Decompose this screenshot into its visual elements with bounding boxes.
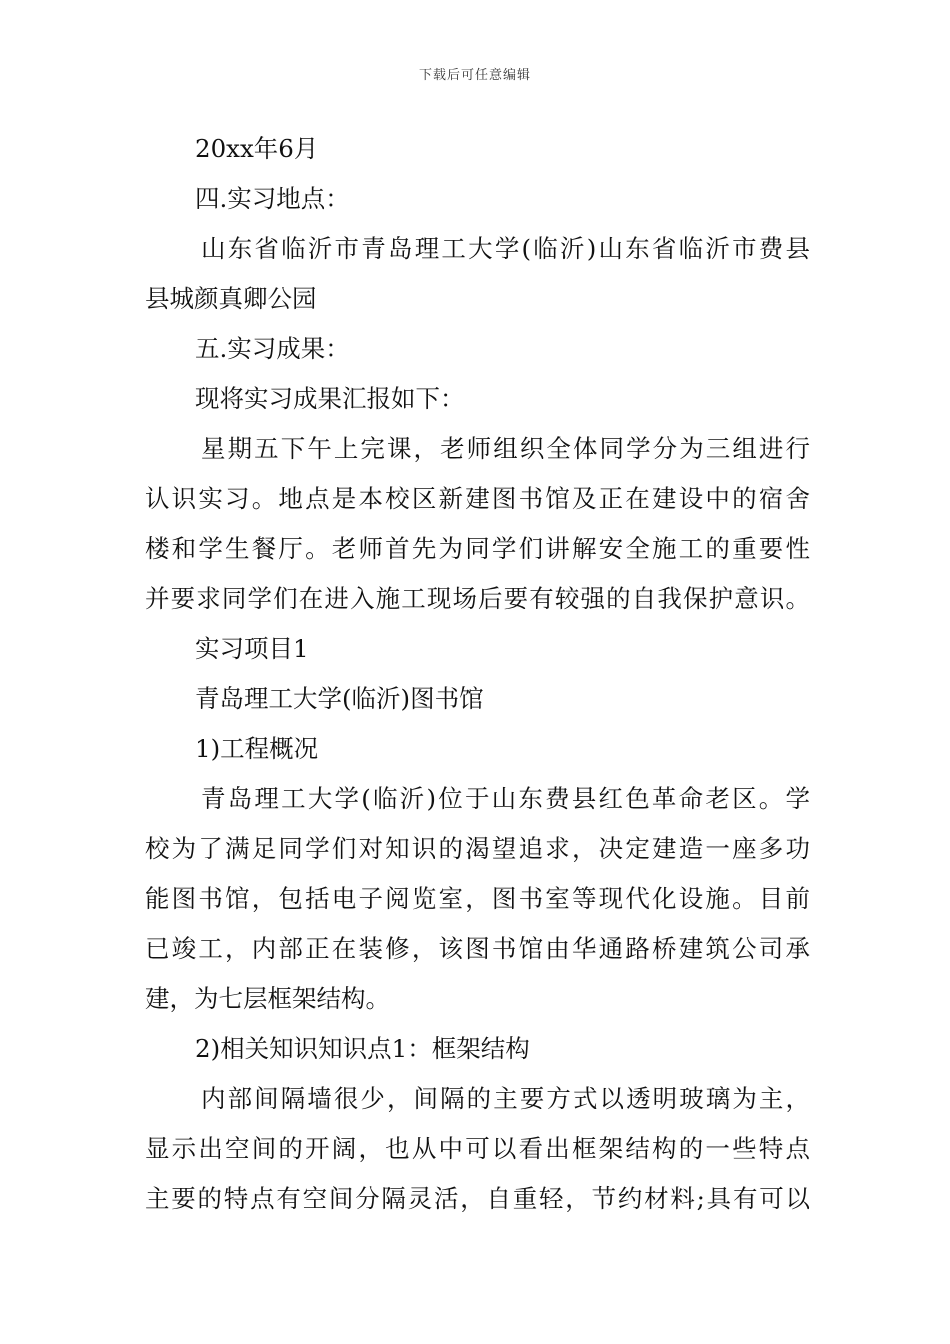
project-heading: 实习项目1: [195, 634, 309, 663]
document-body: [145, 124, 810, 1224]
paragraph-line: 建，为七层框架结构。: [145, 984, 390, 1013]
paragraph-line: 已竣工，内部正在装修，该图书馆由华通路桥建筑公司承: [145, 934, 810, 963]
project-title: 青岛理工大学(临沂)图书馆: [195, 684, 484, 713]
paragraph-line: 青岛理工大学(临沂)位于山东费县红色革命老区。学: [201, 784, 810, 813]
subheading-knowledge: 2)相关知识知识点1：框架结构: [195, 1034, 530, 1063]
paragraph-line: 校为了满足同学们对知识的渴望追求，决定建造一座多功: [145, 834, 810, 863]
paragraph-line: 内部间隔墙很少，间隔的主要方式以透明玻璃为主，: [201, 1084, 810, 1113]
paragraph-line: 星期五下午上完课，老师组织全体同学分为三组进行: [201, 434, 810, 463]
paragraph-line: 并要求同学们在进入施工现场后要有较强的自我保护意识。: [145, 584, 810, 613]
paragraph-line: 山东省临沂市青岛理工大学(临沂)山东省临沂市费县: [201, 234, 810, 263]
page-header: 下载后可任意编辑: [418, 68, 531, 83]
paragraph-line: 楼和学生餐厅。老师首先为同学们讲解安全施工的重要性: [145, 534, 810, 563]
paragraph-line: 主要的特点有空间分隔灵活，自重轻，节约材料;具有可以: [145, 1184, 810, 1213]
section-heading-location: 四.实习地点：: [195, 184, 350, 213]
paragraph-line: 能图书馆，包括电子阅览室，图书室等现代化设施。目前: [145, 884, 810, 913]
section-heading-results: 五.实习成果：: [195, 334, 350, 363]
paragraph-line: 现将实习成果汇报如下：: [195, 384, 465, 413]
date-line: 20xx年6月: [195, 134, 319, 163]
paragraph-line: 显示出空间的开阔，也从中可以看出框架结构的一些特点: [145, 1134, 810, 1163]
paragraph-line: 认识实习。地点是本校区新建图书馆及正在建设中的宿舍: [145, 484, 810, 513]
paragraph-line: 县城颜真卿公园: [145, 284, 317, 313]
subheading-overview: 1)工程概况: [195, 734, 319, 763]
